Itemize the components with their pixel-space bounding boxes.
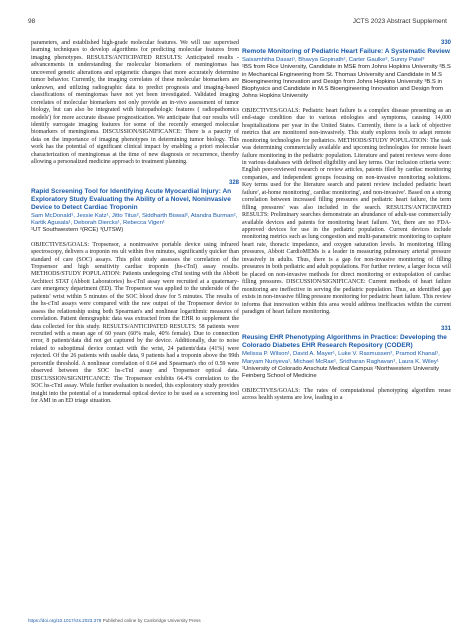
abstract-title: Rapid Screening Tool for Identifying Acute Myocardial Injury: An Exploratory Study Evaluating the Ability of a Novel, Noninvasive Device to Detect Cardiac Troponin bbox=[31, 187, 232, 211]
abstract-328 bbox=[31, 180, 239, 406]
abstract-331 bbox=[242, 326, 451, 402]
abstract-body: OBJECTIVES/GOALS: Pediatric heart failure is a complex disease presenting as an end-stage condition due to various etiologies and symptoms, causing 14,000 hospitalizations per year in the United States. Currently, there is a lack of objective metrics that are monitored non-invasively. This study explores tools to adapt remote monitoring technologies for pediatrics. METHODS/STUDY POPULATION: The task was determining commercially available and upcoming technologies for remote heart failure monitoring in the pediatric population. Literature and patent reviews were done in various databases with defined eligibility and key terms. Our inclusion criteria were: English peer-reviewed research or review articles, patents filed by cardiac monitoring companies, and independent groups focusing on non-invasive monitoring solutions. Key terms used for the literature search and patent review included pediatric heart failure', at-home monitoring', cardiac monitoring', and non-invasive'. Based on a strong correlation between increased filling pressures and pediatric heart failure, the term filling pressures' was also included in the search. RESULTS/ANTICIPATED RESULTS: Preliminary searches demonstrate an abundance of adult-use commercially available devices and patents for monitoring heart failure. Yet, there are no FDA-approved devices for use in the pediatric population. Current devices include monitoring metrics such as lung congestion and multi-parametric monitoring to capture heart rate, thoracic impedance, and oxygen saturation levels. In monitoring filling pressures, Abbott CardioMEMs is a leader in measuring pulmonary arterial pressure invasively in adults. Thus, there is a gap for non-invasive monitoring of filling pressures in both pediatric and adult populations. For further review, a larger focus will be placed on non-invasive methods for direct monitoring or extrapolation of cardiac filling pressures. DISCUSSION/SIGNIFICANCE: Current methods of heart failure monitoring are ineffective in serving the pediatric population. Thus, an identified gap exists in non-invasive filling pressure monitoring for pediatric heart failure. This review informs that innovation within this area would address inefficacies within the current paradigm of heart failure monitoring. bbox=[242, 107, 451, 316]
abstract-number: 330 bbox=[440, 40, 451, 46]
abstract-affiliations: ¹University of Colorado Anschutz Medical Campus ²Northwestern University Feinberg School of Medicine bbox=[242, 366, 440, 380]
abstract-title: Remote Monitoring of Pediatric Heart Failure: A Systematic Review bbox=[242, 48, 450, 55]
doi-link[interactable]: https://doi.org/10.1017/cts.2023.378 bbox=[28, 618, 102, 623]
abstract-number: 331 bbox=[440, 326, 451, 333]
abstract-title: Reusing EHR Phenotyping Algorithms in Practice: Developing the Colorado Diabetes EHR Research Repository (CODER) bbox=[242, 334, 447, 350]
continued-abstract-text: parameters, and established high-grade molecular features. We will use supervised learning techniques to develop algorithms for predicting molecular features from imaging phenotypes. RESULTS/ANTICIPATED RESULTS: Anticipated results - advancements in understanding the molecular biomarkers of meningiomas has uncovered genetic alterations and epigenetic changes that more accurately determine tumor behavior. Currently, the imaging correlates of these molecular biomarkers are unknown, and utilizing radiographic data to predict prognosis and imaging-based classifications of meningiomas have not yet been investigated. Validated imaging correlates of molecular biomarkers not only provide an in-vivo assessment of tumor biology, but can also be integrated with histopathologic features ( radiopathomics models') for more accurate disease prognostication. We anticipate that our results will identify surrogate imaging features for some of the recently emerged molecular biomarkers of meningioma. DISCUSSION/SIGNIFICANCE: There is a paucity of data on the importance of imaging phenotypes in determining tumor biology. This work has the potential of significant clinical impact by enabling a priori molecular characterization of meningiomas at the time of new diagnosis or recurrence, thereby allowing a personalized medicine approach to treatment planning. bbox=[31, 40, 239, 166]
abstract-body: OBJECTIVES/GOALS: Tropsensor, a noninvasive portable device using infrared spectroscopy, delivers a troponin res ult within five minutes, significantly quicker than standard of care (SOC) assays. This pilot study assesses the correlation of the Tropsensor and high sensitivity cardiac troponin (hs-cTnI) assay results. METHODS/STUDY POPULATION: Patients undergoing cTnI testing with the Abbott Architect STAT (Abbott Laboratories) hs-cTnI assay were recruited at a quaternary-care emergency department (ED). The Tropsensor was applied to the underside of the patients' wrist within 5 minutes of the SOC blood draw for 5 minutes. The results of the hs-cTnI assays were compared with the raw output of the Tropsensor device to assess the relationship using both Spearman's and nonlinear logarithmic measures of correlation. Patient demographic data was extracted from the EHR to supplement the data collected for this study. RESULTS/ANTICIPATED RESULTS: 58 patients were recruited with a mean age of 60 years (60% male, 40% female). Due to connection error, 8 patients'data did not get captured by the device. Additionally, due to noise related to suboptimal device contact with the wrist, 24 patients'data (41%) were rejected. Of the 26 patients with usable data, 9 patients had a troponin above the 99th percentile threshold. A nonlinear correlation of 0.64 and Spearman's rho of 0.59 were observed between the SOC hs-cTnI assay and Tropsensor optical data. DISCUSSION/SIGNIFICANCE: The Tropsensor exhibits 64.4% correlation to the SOC hs-cTnI assay. While further evaluation is needed, this exploratory study provides insight into the potential of a transdermal optical device to be used as a screening tool for AMI in an ED triage situation. bbox=[31, 241, 239, 405]
abstract-affiliations: ¹BS from Rice University, Candidate in MSE from Johns Hopkins University ²B.S in Mechanical Engineering from St. Thomas University and Candidate in M.S Bioengineering Innovation and Design from Johns Hopkins University ³B.S in Biophysics and Candidate in M.S Bioengineering Innovation and Design from Johns Hopkins University bbox=[242, 64, 451, 100]
abstract-number: 328 bbox=[228, 179, 239, 186]
page-number: 98 bbox=[28, 18, 36, 25]
publisher-note: Published online by Cambridge University Press bbox=[101, 618, 201, 623]
abstract-affiliations: ¹UT Southwestern ²(RCE) ³(UTSW) bbox=[31, 227, 124, 234]
abstract-authors[interactable]: Saisamhitha Dasari¹, Bhavya Gopinath², Carter Gaulke³, Sunny Patel³ bbox=[242, 57, 425, 63]
abstract-body: OBJECTIVES/GOALS: The rates of computational phenotyping algorithm reuse across health systems are low, leading to a bbox=[242, 387, 451, 402]
abstract-authors[interactable]: Melissa P. Wilson¹, David A. Mayer¹, Luke V. Rasmussen², Pramod Khanal¹, Maryam Nuriyeva¹, Michael McRae¹, Sridharan Raghavan¹, Laura K. Wiley¹ bbox=[242, 351, 440, 365]
page-footer bbox=[28, 618, 201, 623]
journal-title: JCTS 2023 Abstract Supplement bbox=[352, 18, 447, 25]
left-column bbox=[31, 40, 239, 406]
abstract-authors[interactable]: Sam McDonald¹, Jessie Katz¹, Jitto Titus², Siddharth Biswal², Atandra Burman², Kartik Agusala¹, Deborah Diercks¹, Rebecca Vigen¹ bbox=[31, 212, 238, 226]
right-column bbox=[242, 40, 451, 403]
abstract-330 bbox=[242, 40, 451, 316]
